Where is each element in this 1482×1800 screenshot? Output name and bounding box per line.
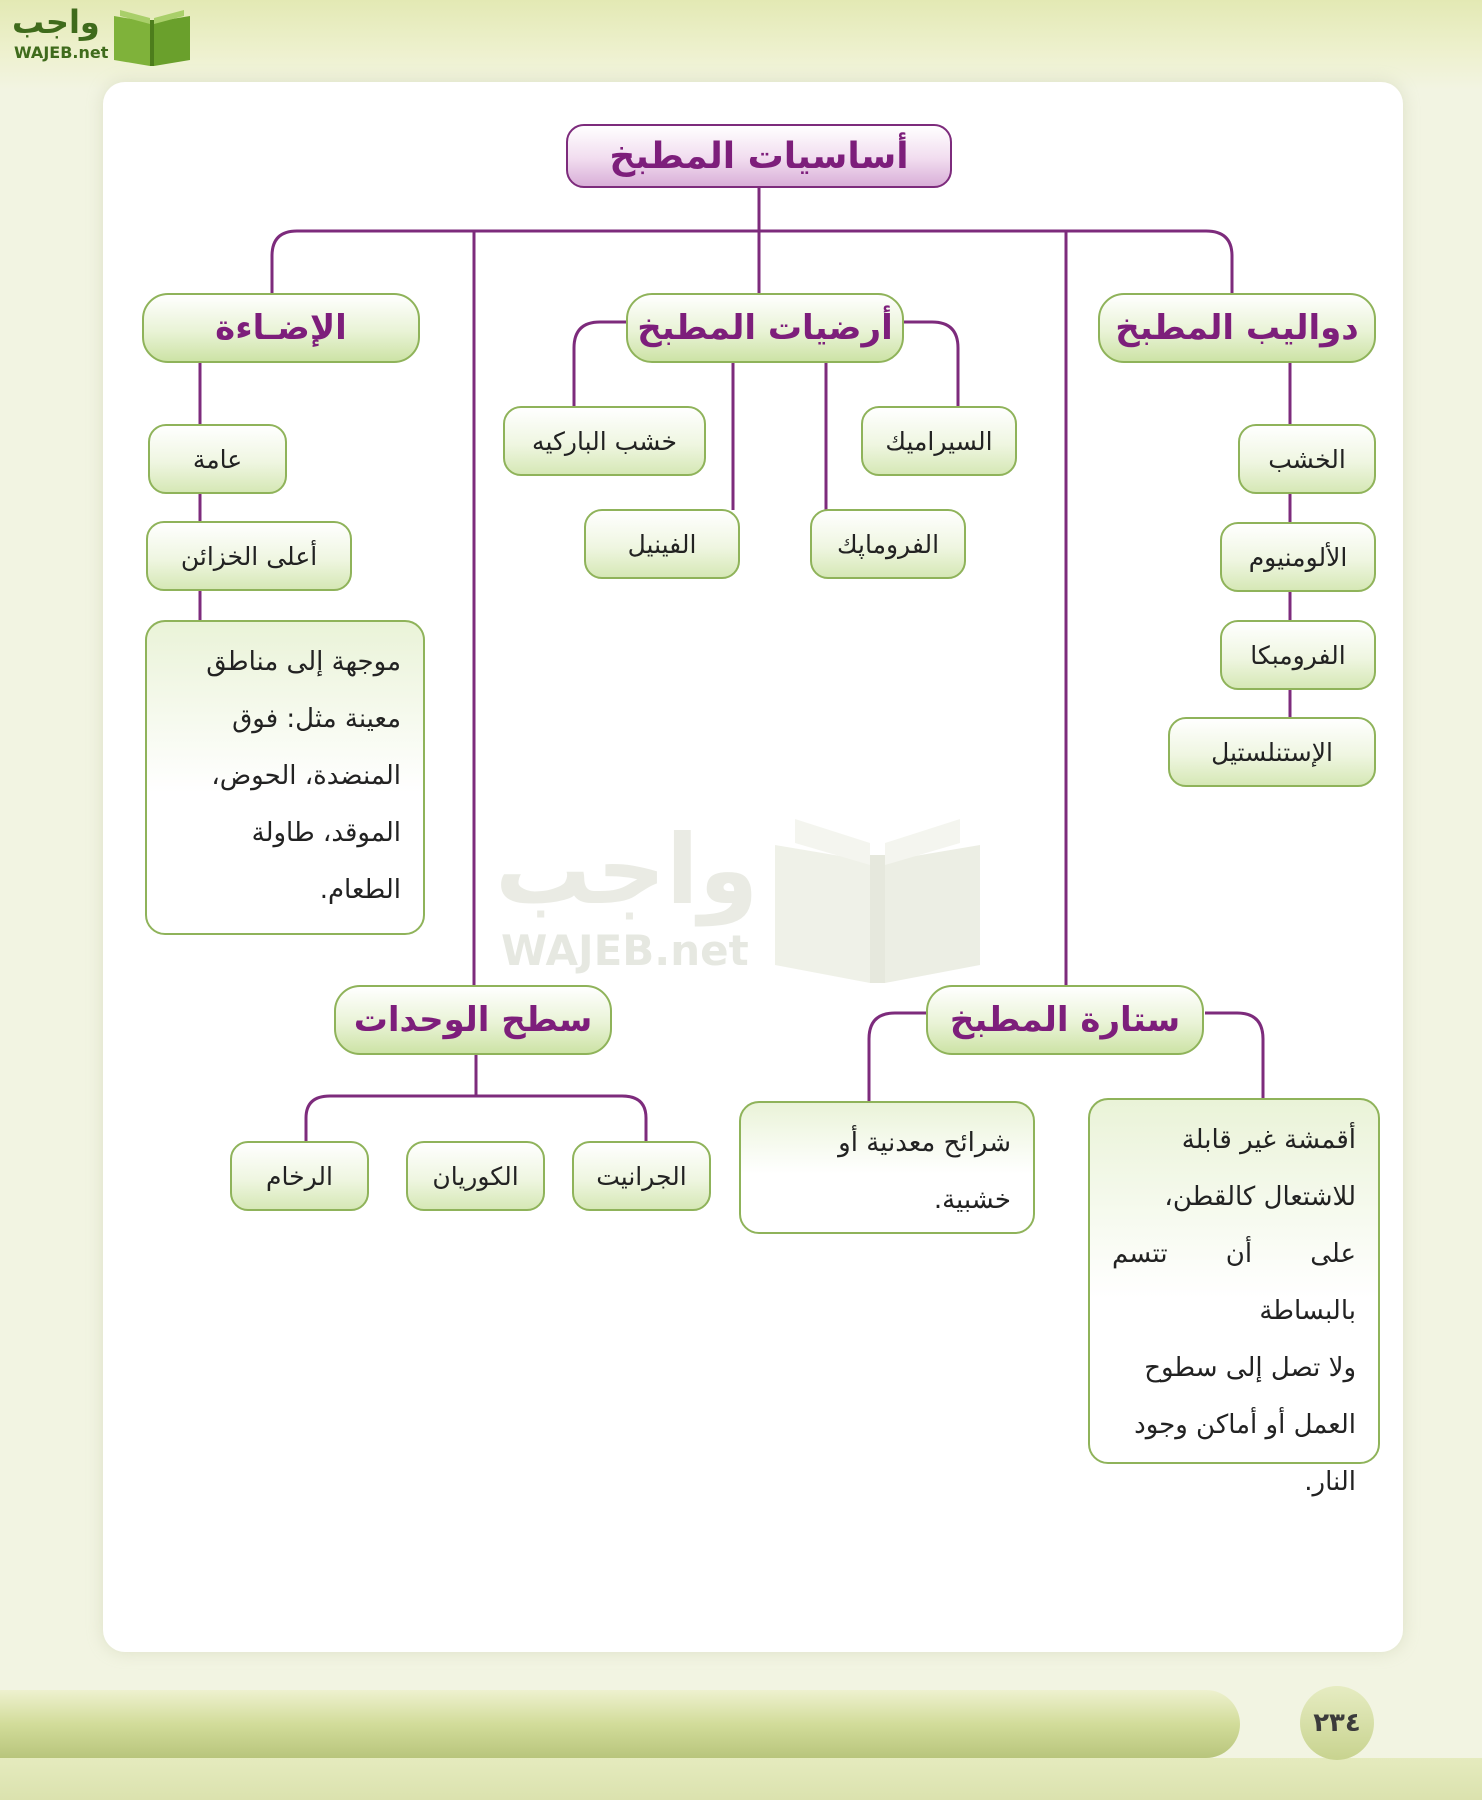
logo-latin-text: WAJEB.net [14, 43, 109, 62]
curtain-strips-line: شرائح معدنية أو [838, 1128, 1011, 1158]
curtain-fabric-line: أقمشة غير قابلة [1181, 1125, 1356, 1155]
cabinets-item-aluminum: الألومنيوم [1220, 522, 1376, 592]
cabinets-item-formica: الفرومبكا [1220, 620, 1376, 690]
curtain-fabric-line: ولا تصل إلى سطوح [1144, 1353, 1356, 1383]
cabinets-head: دواليب المطبخ [1098, 293, 1376, 363]
lighting-head: الإضـاءة [142, 293, 420, 363]
curtain-strips-line: خشبية. [933, 1185, 1011, 1215]
root-box-kitchen-basics: أساسيات المطبخ [566, 124, 952, 188]
floors-item-vinyl: الفينيل [584, 509, 740, 579]
lighting-note [145, 620, 425, 935]
lighting-note-line: الموقد، طاولة [251, 818, 401, 848]
bottom-band [0, 1690, 1240, 1758]
countertop-head: سطح الوحدات [334, 985, 612, 1055]
watermark-latin: WAJEB.net [501, 926, 749, 975]
bottom-fade [0, 1758, 1482, 1800]
lighting-note-line: الطعام. [319, 875, 401, 905]
countertop-item-marble: الرخام [230, 1141, 369, 1211]
curtain-fabric-line: للاشتعال كالقطن، [1164, 1182, 1356, 1212]
countertop-item-corian: الكوريان [406, 1141, 545, 1211]
curtain-note-strips [739, 1101, 1035, 1234]
cabinets-item-wood: الخشب [1238, 424, 1376, 494]
lighting-item-general: عامة [148, 424, 287, 494]
floors-item-ceramic: السيراميك [861, 406, 1017, 476]
lighting-note-line: المنضدة، الحوض، [211, 761, 401, 791]
floors-head: أرضيات المطبخ [626, 293, 904, 363]
cabinets-item-stainless: الإستنلستيل [1168, 717, 1376, 787]
floors-item-parquet: خشب الباركيه [503, 406, 706, 476]
logo-arabic-text: واجب [12, 3, 100, 41]
page-number: ٢٣٤ [1300, 1686, 1374, 1760]
curtain-fabric-line: على أن تتسم بالبساطة [1112, 1239, 1356, 1326]
curtain-head: ستارة المطبخ [926, 985, 1204, 1055]
lighting-note-line: موجهة إلى مناطق [206, 647, 401, 677]
countertop-item-granite: الجرانيت [572, 1141, 711, 1211]
watermark-arabic: واجب [495, 814, 759, 926]
floors-item-fromaik: الفروماپك [810, 509, 966, 579]
lighting-item-above-cabinets: أعلى الخزائن [146, 521, 352, 591]
curtain-fabric-line: النار. [1304, 1467, 1356, 1497]
curtain-fabric-line: العمل أو أماكن وجود [1134, 1410, 1356, 1440]
curtain-note-fabric [1088, 1098, 1380, 1497]
lighting-note-line: معينة مثل: فوق [232, 704, 401, 734]
